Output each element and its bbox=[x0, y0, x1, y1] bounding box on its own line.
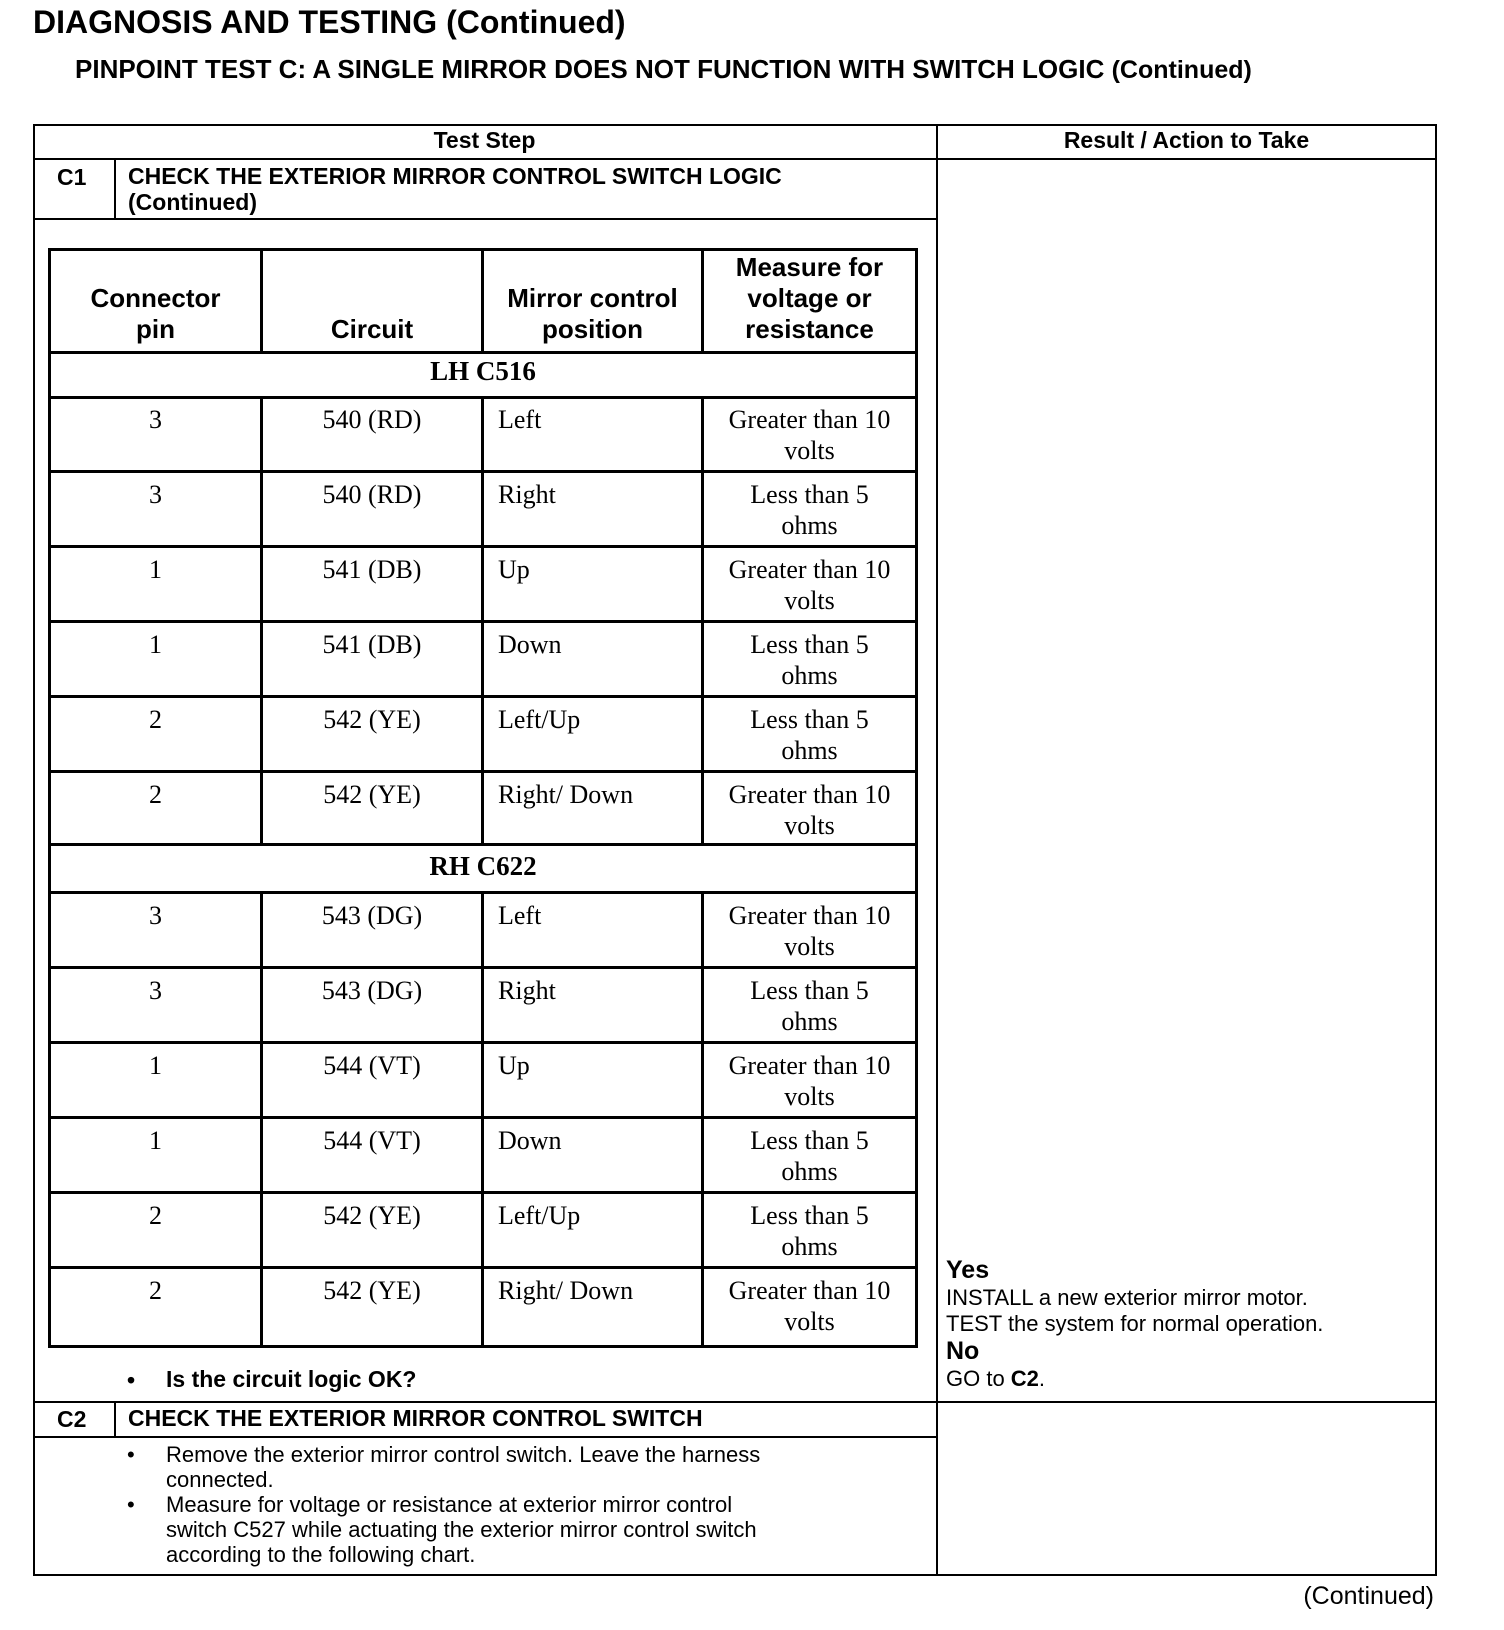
row-divider bbox=[48, 1266, 918, 1269]
result-no-label: No bbox=[946, 1337, 980, 1365]
row-measure-line2: volts bbox=[784, 586, 835, 615]
row-divider bbox=[48, 470, 918, 473]
result-yes-line1: INSTALL a new exterior mirror motor. bbox=[946, 1285, 1308, 1310]
row-measure bbox=[704, 404, 915, 466]
row-measure-line1: Less than 5 bbox=[750, 1201, 869, 1230]
row-position: Right/ Down bbox=[498, 780, 634, 809]
pinpoint-test-title-suffix: (Continued) bbox=[1111, 56, 1252, 84]
row-measure-line1: Greater than 10 bbox=[728, 555, 891, 584]
connector-pin-header bbox=[51, 283, 260, 345]
row-measure-line2: volts bbox=[784, 932, 835, 961]
row-measure bbox=[704, 1125, 915, 1187]
column-divider bbox=[936, 124, 938, 1576]
bullet-dot: • bbox=[127, 1367, 136, 1393]
c2-bullet-line: switch C527 while actuating the exterior mirror control switch bbox=[166, 1517, 757, 1542]
result-no-suffix: . bbox=[1038, 1366, 1046, 1391]
row-measure bbox=[704, 479, 915, 541]
row-pin: 2 bbox=[149, 1201, 162, 1230]
row-measure-line1: Greater than 10 bbox=[728, 1051, 891, 1080]
c2-bullet bbox=[166, 1442, 760, 1492]
mirror-position-header bbox=[484, 283, 701, 345]
row-position: Up bbox=[498, 1051, 530, 1080]
row-measure-line2: volts bbox=[784, 811, 835, 840]
row-measure-line1: Less than 5 bbox=[750, 705, 869, 734]
c1-id-divider bbox=[114, 158, 116, 220]
c1-title-line2: (Continued) bbox=[128, 189, 258, 215]
c2-step-id: C2 bbox=[57, 1406, 87, 1432]
row-circuit: 540 (RD) bbox=[322, 480, 422, 509]
c2-bullet-line: according to the following chart. bbox=[166, 1542, 476, 1567]
row-measure-line1: Greater than 10 bbox=[728, 1276, 891, 1305]
c1-title-line1: CHECK THE EXTERIOR MIRROR CONTROL SWITCH LOGIC bbox=[128, 163, 782, 189]
row-measure-line2: ohms bbox=[781, 1157, 838, 1186]
inner-header-divider bbox=[48, 351, 918, 354]
c1-header-divider bbox=[33, 218, 936, 220]
row-measure-line1: Greater than 10 bbox=[728, 901, 891, 930]
page-title: DIAGNOSIS AND TESTING (Continued) bbox=[33, 4, 626, 40]
row-pin: 3 bbox=[149, 405, 162, 434]
c2-bullet bbox=[166, 1492, 757, 1567]
c2-id-divider bbox=[114, 1401, 116, 1438]
row-pin: 1 bbox=[149, 555, 162, 584]
row-measure-line1: Less than 5 bbox=[750, 630, 869, 659]
c2-header-divider bbox=[33, 1436, 936, 1438]
row-pin: 3 bbox=[149, 480, 162, 509]
section-label-lh-c516: LH C516 bbox=[430, 356, 536, 386]
row-measure bbox=[704, 1050, 915, 1112]
row-measure-line1: Greater than 10 bbox=[728, 780, 891, 809]
section-divider bbox=[48, 843, 918, 846]
row-position: Down bbox=[498, 1126, 562, 1155]
bullet-dot: • bbox=[127, 1442, 135, 1467]
row-measure-line2: volts bbox=[784, 1307, 835, 1336]
row-position: Left/Up bbox=[498, 705, 581, 734]
row-circuit: 541 (DB) bbox=[322, 555, 422, 584]
row-pin: 2 bbox=[149, 1276, 162, 1305]
row-measure-line1: Greater than 10 bbox=[728, 405, 891, 434]
row-position: Up bbox=[498, 555, 530, 584]
pinpoint-test-title-main: PINPOINT TEST C: A SINGLE MIRROR DOES NOT FUNCTION WITH SWITCH LOGIC bbox=[75, 54, 1105, 84]
result-no-prefix: GO to bbox=[946, 1366, 1011, 1391]
row-divider bbox=[48, 545, 918, 548]
continued-label: (Continued) bbox=[1303, 1582, 1434, 1610]
row-position: Right bbox=[498, 976, 556, 1005]
header-row-divider bbox=[33, 158, 1437, 160]
row-circuit: 541 (DB) bbox=[322, 630, 422, 659]
row-measure-line2: volts bbox=[784, 436, 835, 465]
c2-top-divider bbox=[33, 1401, 1437, 1403]
row-circuit: 544 (VT) bbox=[323, 1126, 421, 1155]
row-pin: 2 bbox=[149, 705, 162, 734]
row-measure-line1: Less than 5 bbox=[750, 976, 869, 1005]
row-position: Left bbox=[498, 405, 542, 434]
row-pin: 3 bbox=[149, 901, 162, 930]
measure-header-line2: voltage or bbox=[747, 283, 872, 313]
measure-header bbox=[704, 252, 915, 345]
bullet-dot: • bbox=[127, 1492, 135, 1517]
test-step-column-header: Test Step bbox=[433, 127, 536, 153]
c1-result bbox=[946, 1256, 1323, 1392]
connector-pin-header-line1: Connector bbox=[90, 283, 221, 313]
row-circuit: 542 (YE) bbox=[323, 1276, 421, 1305]
section-label-rh-c622: RH C622 bbox=[429, 851, 537, 881]
c2-step-title: CHECK THE EXTERIOR MIRROR CONTROL SWITCH bbox=[128, 1405, 703, 1431]
mirror-position-header-line2: position bbox=[541, 314, 644, 344]
row-measure bbox=[704, 1200, 915, 1262]
row-divider bbox=[48, 620, 918, 623]
row-measure bbox=[704, 900, 915, 962]
row-position: Left bbox=[498, 901, 542, 930]
result-yes-label: Yes bbox=[946, 1256, 990, 1284]
result-yes-line2: TEST the system for normal operation. bbox=[946, 1311, 1324, 1336]
row-pin: 1 bbox=[149, 1126, 162, 1155]
row-position: Left/Up bbox=[498, 1201, 581, 1230]
row-measure bbox=[704, 704, 915, 766]
mirror-position-header-line1: Mirror control bbox=[507, 283, 678, 313]
row-measure-line1: Less than 5 bbox=[750, 1126, 869, 1155]
c1-step-title bbox=[128, 163, 782, 215]
row-divider bbox=[48, 1041, 918, 1044]
row-pin: 3 bbox=[149, 976, 162, 1005]
row-divider bbox=[48, 966, 918, 969]
connector-pin-header-line2: pin bbox=[136, 314, 175, 344]
row-circuit: 542 (YE) bbox=[323, 705, 421, 734]
c2-bullet-line: connected. bbox=[166, 1467, 274, 1492]
row-measure-line1: Less than 5 bbox=[750, 480, 869, 509]
row-pin: 2 bbox=[149, 780, 162, 809]
row-circuit: 543 (DG) bbox=[321, 976, 423, 1005]
row-pin: 1 bbox=[149, 630, 162, 659]
c2-bullet-line: Remove the exterior mirror control switch. Leave the harness bbox=[166, 1442, 761, 1467]
row-circuit: 544 (VT) bbox=[323, 1051, 421, 1080]
row-measure-line2: ohms bbox=[781, 1007, 838, 1036]
row-measure-line2: ohms bbox=[781, 736, 838, 765]
measure-header-line1: Measure for bbox=[735, 252, 884, 282]
measure-header-line3: resistance bbox=[745, 314, 874, 344]
c1-question: Is the circuit logic OK? bbox=[166, 1366, 417, 1392]
row-position: Right/ Down bbox=[498, 1276, 634, 1305]
row-measure bbox=[704, 975, 915, 1037]
row-measure bbox=[704, 629, 915, 691]
row-pin: 1 bbox=[149, 1051, 162, 1080]
row-position: Down bbox=[498, 630, 562, 659]
row-divider bbox=[48, 695, 918, 698]
c1-step-id: C1 bbox=[57, 164, 87, 190]
row-divider bbox=[48, 1116, 918, 1119]
row-measure-line2: ohms bbox=[781, 661, 838, 690]
row-measure-line2: ohms bbox=[781, 511, 838, 540]
row-circuit: 542 (YE) bbox=[323, 780, 421, 809]
row-circuit: 543 (DG) bbox=[321, 901, 423, 930]
row-measure-line2: ohms bbox=[781, 1232, 838, 1261]
row-measure bbox=[704, 554, 915, 616]
row-circuit: 540 (RD) bbox=[322, 405, 422, 434]
result-no-target: C2 bbox=[1010, 1366, 1039, 1391]
result-no-action bbox=[946, 1366, 1323, 1392]
row-circuit: 542 (YE) bbox=[323, 1201, 421, 1230]
c2-bullet-line: Measure for voltage or resistance at exterior mirror control bbox=[166, 1492, 733, 1517]
circuit-header: Circuit bbox=[330, 314, 414, 344]
row-divider bbox=[48, 770, 918, 773]
pinpoint-test-title bbox=[75, 54, 1252, 85]
result-column-header: Result / Action to Take bbox=[1063, 127, 1310, 153]
row-divider bbox=[48, 1191, 918, 1194]
row-position: Right bbox=[498, 480, 556, 509]
row-measure-line2: volts bbox=[784, 1082, 835, 1111]
row-measure bbox=[704, 1275, 915, 1337]
row-measure bbox=[704, 779, 915, 841]
